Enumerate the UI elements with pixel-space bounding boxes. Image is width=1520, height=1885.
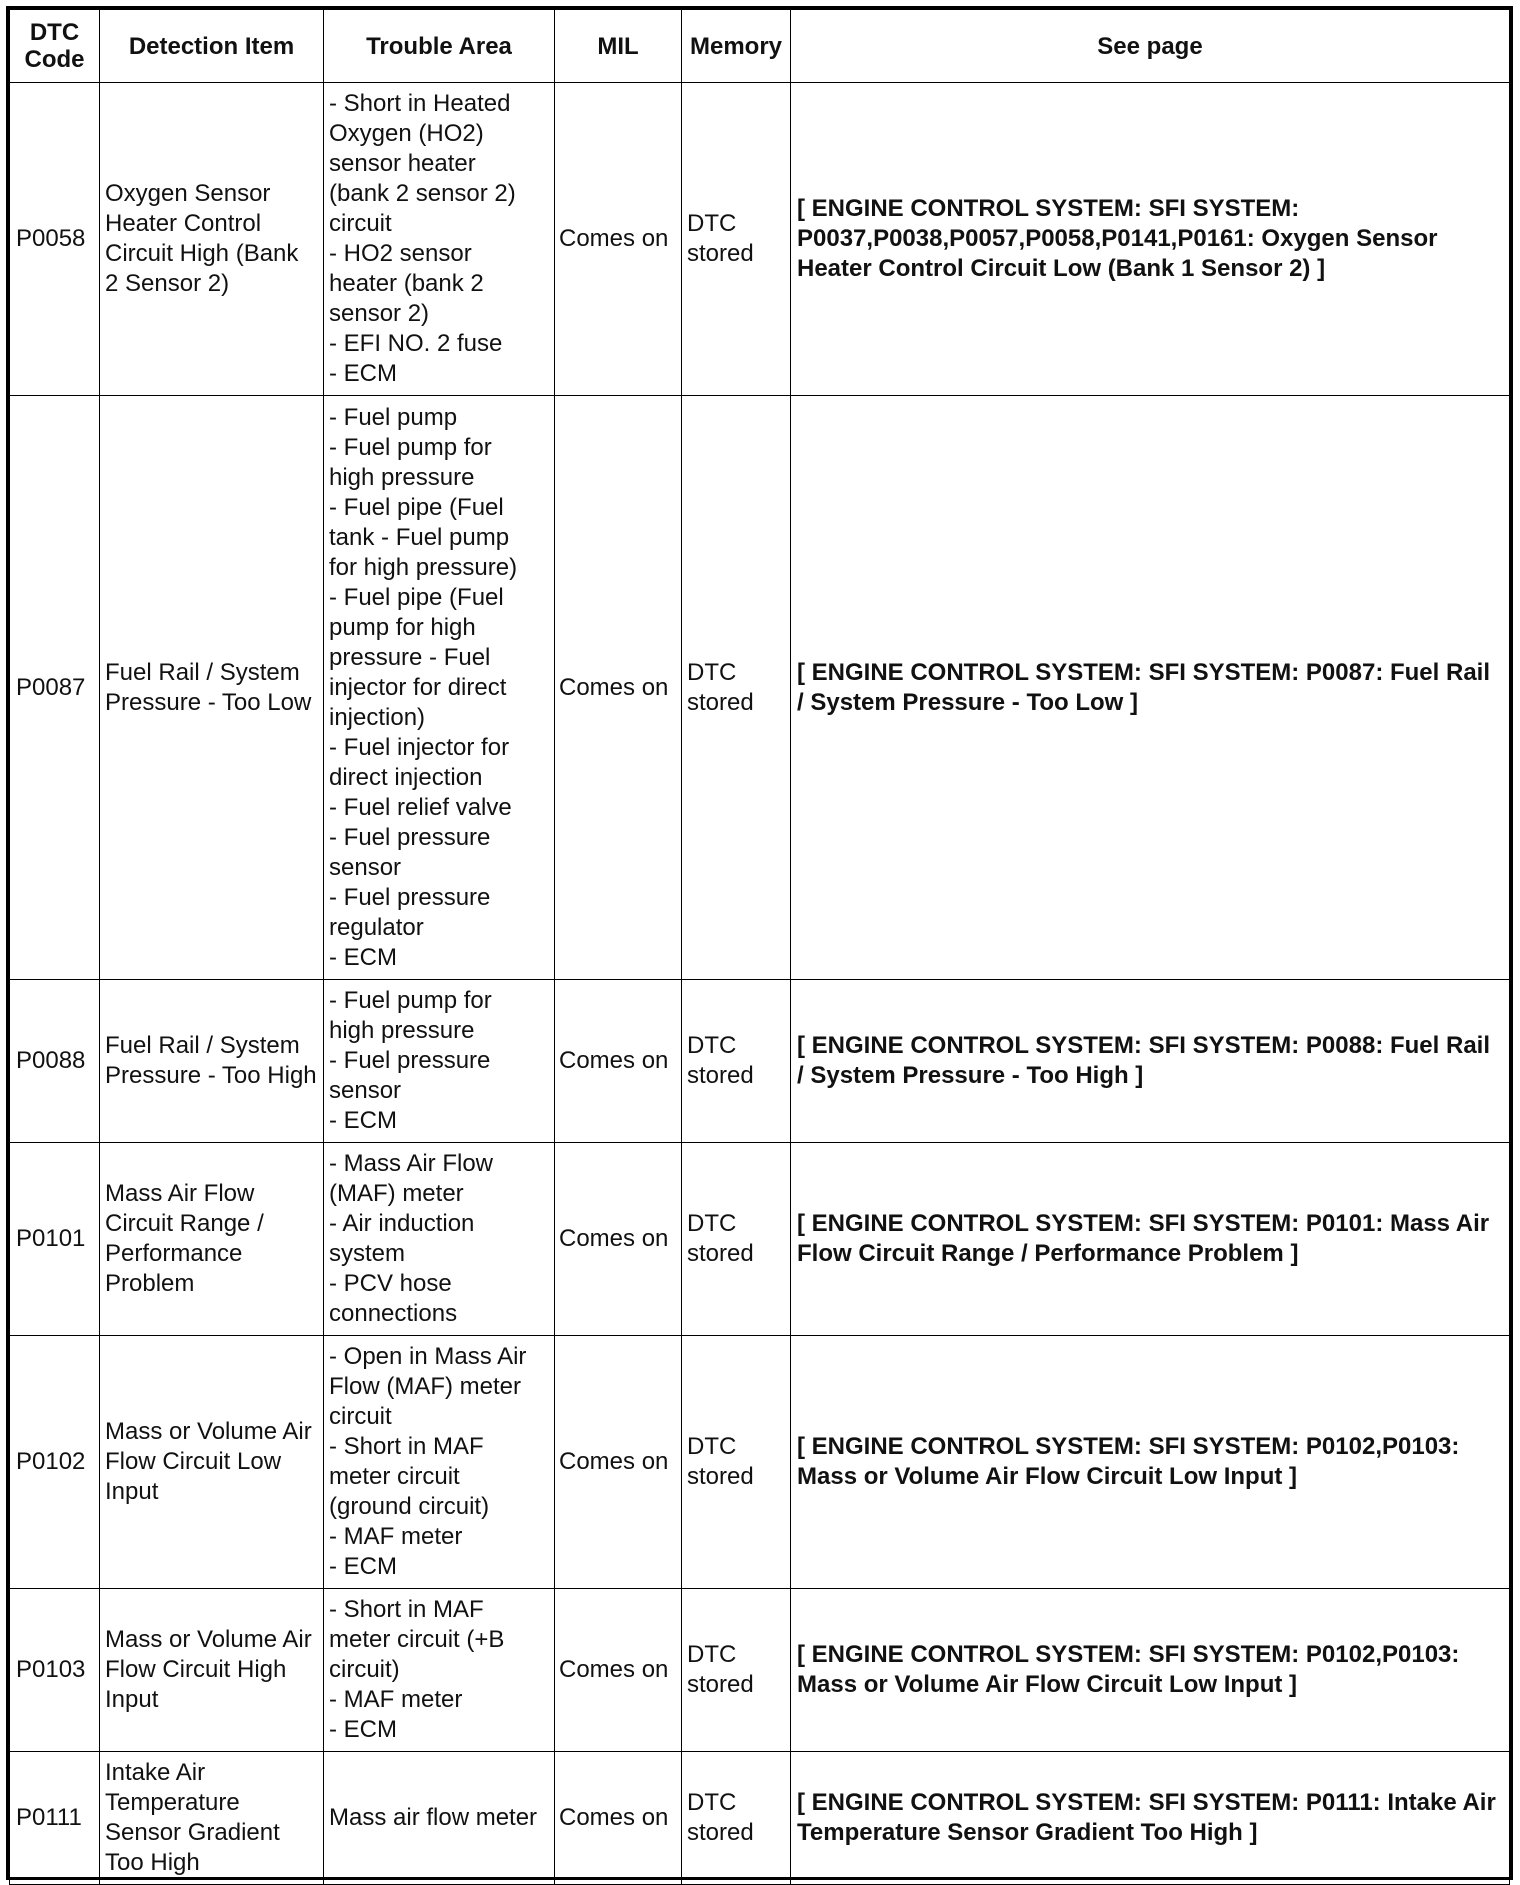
trouble-area-line: - ECM bbox=[329, 1553, 397, 1580]
trouble-area-line: - Fuel pump for bbox=[329, 433, 492, 461]
detection-item-cell: Fuel Rail / System Pressure - Too High bbox=[100, 980, 324, 1143]
memory-cell: DTC stored bbox=[682, 83, 791, 396]
mil-cell: Comes on bbox=[555, 1336, 682, 1589]
trouble-area-cell bbox=[324, 83, 555, 396]
trouble-area-line: injection) bbox=[329, 703, 426, 731]
detection-item-cell: Intake Air Temperature Sensor Gradient Too High bbox=[100, 1752, 324, 1885]
trouble-area-line: circuit) bbox=[329, 1656, 400, 1683]
trouble-area-cell bbox=[324, 980, 555, 1143]
trouble-area-line: injector for direct bbox=[329, 673, 507, 701]
detection-item-cell: Mass or Volume Air Flow Circuit High Input bbox=[100, 1589, 324, 1752]
detection-item-cell: Fuel Rail / System Pressure - Too Low bbox=[100, 396, 324, 980]
trouble-area-line: - Mass Air Flow bbox=[329, 1150, 494, 1177]
memory-cell: DTC stored bbox=[682, 980, 791, 1143]
trouble-area-line: - Fuel injector for bbox=[329, 733, 510, 761]
trouble-area-line: pressure - Fuel bbox=[329, 643, 491, 671]
trouble-area-line: - Air induction bbox=[329, 1210, 475, 1237]
trouble-area-line: for high pressure) bbox=[329, 553, 518, 581]
trouble-area-line: - Fuel pressure bbox=[329, 1047, 491, 1074]
see-page-link[interactable]: [ ENGINE CONTROL SYSTEM: SFI SYSTEM: P0088: Fuel Rail / System Pressure - Too High ] bbox=[791, 980, 1510, 1143]
table-row bbox=[10, 1143, 1510, 1336]
trouble-area-line: tank - Fuel pump bbox=[329, 523, 510, 551]
header-row bbox=[10, 10, 1510, 83]
dtc-code-cell: P0103 bbox=[10, 1589, 100, 1752]
trouble-area-cell bbox=[324, 1336, 555, 1589]
header-dtc-code: DTC Code bbox=[10, 10, 100, 83]
trouble-area-line: - EFI NO. 2 fuse bbox=[329, 330, 503, 357]
header-detection-item: Detection Item bbox=[100, 10, 324, 83]
mil-cell: Comes on bbox=[555, 396, 682, 980]
trouble-area-line: (bank 2 sensor 2) bbox=[329, 180, 516, 207]
see-page-link[interactable]: [ ENGINE CONTROL SYSTEM: SFI SYSTEM: P0037,P0038,P0057,P0058,P0141,P0161: Oxygen Sensor Heater Control Circuit Low (Bank 1 Sensor 2) ] bbox=[791, 83, 1510, 396]
trouble-area-line: Mass air flow meter bbox=[329, 1804, 538, 1831]
trouble-area-line: (MAF) meter bbox=[329, 1180, 464, 1207]
mil-cell: Comes on bbox=[555, 1752, 682, 1885]
see-page-link[interactable]: [ ENGINE CONTROL SYSTEM: SFI SYSTEM: P0087: Fuel Rail / System Pressure - Too Low ] bbox=[791, 396, 1510, 980]
see-page-link[interactable]: [ ENGINE CONTROL SYSTEM: SFI SYSTEM: P0111: Intake Air Temperature Sensor Gradient Too High ] bbox=[791, 1752, 1510, 1885]
trouble-area-line: sensor bbox=[329, 1077, 402, 1104]
table-row bbox=[10, 1336, 1510, 1589]
trouble-area-line: - PCV hose bbox=[329, 1270, 452, 1297]
table-row bbox=[10, 980, 1510, 1143]
trouble-area-line: - MAF meter bbox=[329, 1686, 463, 1713]
dtc-code-cell: P0102 bbox=[10, 1336, 100, 1589]
detection-item-cell: Mass Air Flow Circuit Range / Performance Problem bbox=[100, 1143, 324, 1336]
dtc-table bbox=[9, 9, 1510, 1885]
trouble-area-cell bbox=[324, 1143, 555, 1336]
trouble-area-cell bbox=[324, 396, 555, 980]
trouble-area-line: regulator bbox=[329, 913, 424, 941]
trouble-area-line: - Fuel relief valve bbox=[329, 793, 512, 821]
trouble-area-line: (ground circuit) bbox=[329, 1493, 490, 1520]
trouble-area-line: - Fuel pump for bbox=[329, 987, 492, 1014]
see-page-link[interactable]: [ ENGINE CONTROL SYSTEM: SFI SYSTEM: P0102,P0103: Mass or Volume Air Flow Circuit Low Input ] bbox=[791, 1336, 1510, 1589]
trouble-area-line: - Open in Mass Air bbox=[329, 1343, 527, 1370]
detection-item-cell: Oxygen Sensor Heater Control Circuit High (Bank 2 Sensor 2) bbox=[100, 83, 324, 396]
trouble-area-line: - Fuel pipe (Fuel bbox=[329, 583, 504, 611]
mil-cell: Comes on bbox=[555, 1143, 682, 1336]
trouble-area-line: - Short in Heated bbox=[329, 90, 511, 117]
table-row bbox=[10, 1589, 1510, 1752]
trouble-area-line: circuit bbox=[329, 210, 392, 237]
trouble-area-line: system bbox=[329, 1240, 406, 1267]
trouble-area-line: pump for high bbox=[329, 613, 476, 641]
trouble-area-line: - HO2 sensor bbox=[329, 240, 472, 267]
table-row bbox=[10, 1752, 1510, 1885]
header-see-page: See page bbox=[791, 10, 1510, 83]
table-row bbox=[10, 396, 1510, 980]
table-row bbox=[10, 83, 1510, 396]
trouble-area-line: high pressure bbox=[329, 1017, 475, 1044]
memory-cell: DTC stored bbox=[682, 1336, 791, 1589]
mil-cell: Comes on bbox=[555, 1589, 682, 1752]
dtc-code-cell: P0058 bbox=[10, 83, 100, 396]
trouble-area-line: - ECM bbox=[329, 943, 397, 971]
trouble-area-line: meter circuit bbox=[329, 1463, 460, 1490]
header-memory: Memory bbox=[682, 10, 791, 83]
memory-cell: DTC stored bbox=[682, 1589, 791, 1752]
trouble-area-line: - MAF meter bbox=[329, 1523, 463, 1550]
dtc-code-cell: P0111 bbox=[10, 1752, 100, 1885]
memory-cell: DTC stored bbox=[682, 396, 791, 980]
trouble-area-cell bbox=[324, 1752, 555, 1885]
trouble-area-line: - Fuel pump bbox=[329, 403, 458, 431]
header-mil: MIL bbox=[555, 10, 682, 83]
trouble-area-line: - Short in MAF bbox=[329, 1596, 484, 1623]
mil-cell: Comes on bbox=[555, 83, 682, 396]
memory-cell: DTC stored bbox=[682, 1752, 791, 1885]
see-page-link[interactable]: [ ENGINE CONTROL SYSTEM: SFI SYSTEM: P0101: Mass Air Flow Circuit Range / Performance Problem ] bbox=[791, 1143, 1510, 1336]
trouble-area-line: circuit bbox=[329, 1403, 392, 1430]
trouble-area-cell bbox=[324, 1589, 555, 1752]
trouble-area-line: - ECM bbox=[329, 1107, 397, 1134]
mil-cell: Comes on bbox=[555, 980, 682, 1143]
see-page-link[interactable]: [ ENGINE CONTROL SYSTEM: SFI SYSTEM: P0102,P0103: Mass or Volume Air Flow Circuit Low Input ] bbox=[791, 1589, 1510, 1752]
trouble-area-line: Oxygen (HO2) bbox=[329, 120, 484, 147]
trouble-area-line: sensor bbox=[329, 853, 402, 881]
trouble-area-line: - Fuel pressure bbox=[329, 883, 491, 911]
memory-cell: DTC stored bbox=[682, 1143, 791, 1336]
dtc-code-cell: P0088 bbox=[10, 980, 100, 1143]
dtc-code-cell: P0101 bbox=[10, 1143, 100, 1336]
header-trouble-area: Trouble Area bbox=[324, 10, 555, 83]
dtc-table-sheet bbox=[6, 6, 1513, 1880]
trouble-area-line: meter circuit (+B bbox=[329, 1626, 505, 1653]
trouble-area-line: sensor 2) bbox=[329, 300, 430, 327]
trouble-area-line: Flow (MAF) meter bbox=[329, 1373, 521, 1400]
trouble-area-line: high pressure bbox=[329, 463, 475, 491]
dtc-code-cell: P0087 bbox=[10, 396, 100, 980]
trouble-area-line: - ECM bbox=[329, 360, 397, 387]
trouble-area-line: - Fuel pressure bbox=[329, 823, 491, 851]
trouble-area-line: - Fuel pipe (Fuel bbox=[329, 493, 504, 521]
detection-item-cell: Mass or Volume Air Flow Circuit Low Input bbox=[100, 1336, 324, 1589]
trouble-area-line: - ECM bbox=[329, 1716, 397, 1743]
trouble-area-line: direct injection bbox=[329, 763, 483, 791]
trouble-area-line: - Short in MAF bbox=[329, 1433, 484, 1460]
trouble-area-line: heater (bank 2 bbox=[329, 270, 484, 297]
trouble-area-line: sensor heater bbox=[329, 150, 476, 177]
trouble-area-line: connections bbox=[329, 1300, 458, 1327]
